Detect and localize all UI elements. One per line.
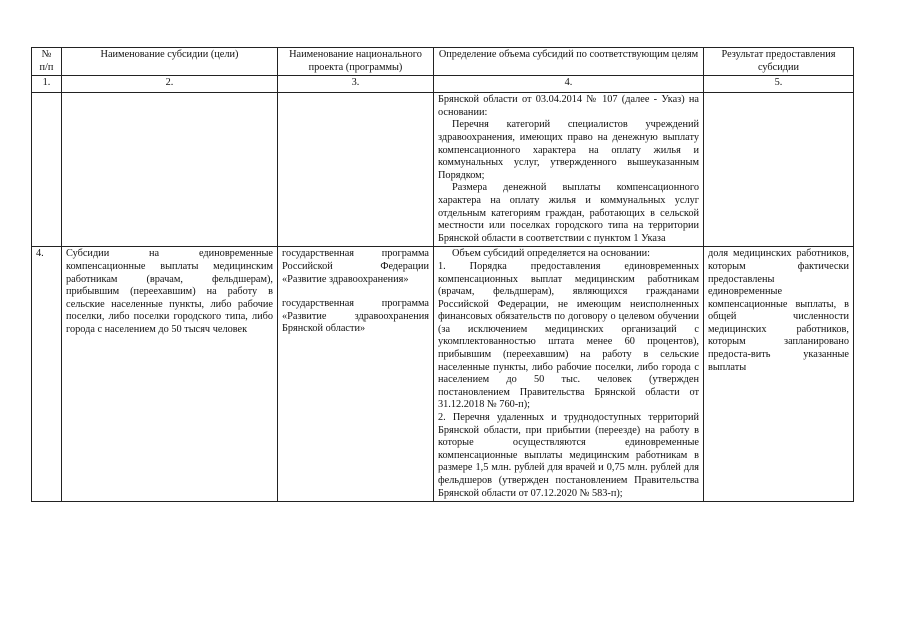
cell-empty xyxy=(704,93,854,247)
paragraph: Брянской области от 03.04.2014 № 107 (далее - Указ) на основании: xyxy=(438,94,699,118)
paragraph: Размера денежной выплаты компенсационного характера на оплату жилья и коммунальных услуг отдельным категориям граждан, работающих в сельской местности или поселках городского типа на территории Брянской области в соответствии с пунктом 1 Указа xyxy=(438,182,699,244)
column-number-1: 1. xyxy=(32,76,62,93)
column-number-5: 5. xyxy=(704,76,854,93)
paragraph: 1. Порядка предоставления единовременных компенсационных выплат медицинским работникам (врачам, фельдшерам), являющихся гражданами Российской Федерации, не имеющим неисполненных финансовых обязательств по договору о целевом обучении (за исключением медицинских организаций с укомплектованностью штата менее 60 процентов), прибывшим (переехавшим) на работу в сельские населенные пункты, либо рабочие поселки, либо города с населением до 50 тыс. человек (утвержден постановлением Правительства Брянской области от 31.12.2018 № 760-п); xyxy=(438,260,699,411)
subsidy-table xyxy=(31,47,854,502)
row-number: 4. xyxy=(32,247,62,502)
cell-empty xyxy=(278,93,434,247)
program-regional: государственная программа «Развитие здравоохранения Брянской области» xyxy=(282,298,429,335)
table-row xyxy=(32,247,854,502)
column-number-2: 2. xyxy=(62,76,278,93)
cell-subsidy-name: Субсидии на единовременные компенсационные выплаты медицинским работникам (врачам, фельдшерам), прибывшим (переехавшим) на работу в сельские населенные пункты, либо рабочие поселки, либо поселки городского типа, либо города с населением до 50 тысяч человек xyxy=(62,247,278,502)
cell-result: доля медицинских работников, которым фактически предоставлены единовременные компенсационные выплаты, в общей численности медицинских работников, которым запланировано предоста-вить указанные выплаты xyxy=(704,247,854,502)
column-number-3: 3. xyxy=(278,76,434,93)
paragraph: Перечня категорий специалистов учреждений здравоохранения, имеющих право на денежную выплату компенсационного характера на оплату жилья и коммунальных услуг, утвержденного вышеуказанным Порядком; xyxy=(438,119,699,181)
header-number: № п/п xyxy=(32,48,62,76)
table-row-continuation xyxy=(32,93,854,247)
header-volume-definition: Определение объема субсидий по соответствующим целям xyxy=(434,48,704,76)
paragraph: Объем субсидий определяется на основании: xyxy=(452,248,650,260)
spacer xyxy=(282,286,429,298)
header-subsidy-name: Наименование субсидии (цели) xyxy=(62,48,278,76)
cell-volume-continuation xyxy=(434,93,704,247)
paragraph: 2. Перечня удаленных и труднодоступных территорий Брянской области, при прибытии (переезде) на работу в которые осуществляются единовременные компенсационные выплаты медицинским работникам в размере 1,5 млн. рублей для врачей и 0,75 млн. рублей для фельдшеров (утвержден постановлением Правительства Брянской области от 07.12.2020 № 583-п); xyxy=(438,412,699,499)
cell-national-project xyxy=(278,247,434,502)
column-number-4: 4. xyxy=(434,76,704,93)
cell-volume-definition xyxy=(434,247,704,502)
table-header-row xyxy=(32,48,854,76)
cell-empty xyxy=(62,93,278,247)
program-federal: государственная программа Российской Федерации «Развитие здравоохранения» xyxy=(282,248,429,285)
header-national-project: Наименование национального проекта (программы) xyxy=(278,48,434,76)
cell-empty xyxy=(32,93,62,247)
column-number-row xyxy=(32,76,854,93)
header-result: Результат предоставления субсидии xyxy=(704,48,854,76)
